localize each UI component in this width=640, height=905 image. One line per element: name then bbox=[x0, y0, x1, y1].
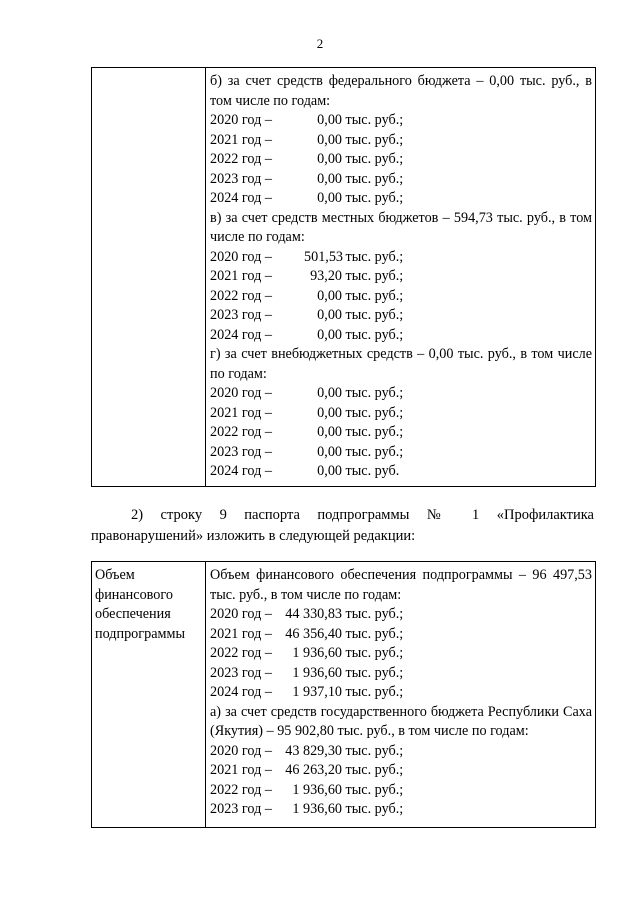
year-row: 2021 год – 46 263,20 тыс. руб.; bbox=[210, 762, 404, 778]
section-heading-federal: б) за счет средств федерального бюджета – 0,00 тыс. руб., в том числе по годам: bbox=[210, 73, 592, 109]
year-row: 2021 год – 0,00 тыс. руб.; bbox=[210, 404, 404, 421]
year-row: 2024 год – 1 937,10 тыс. руб.; bbox=[210, 684, 404, 700]
year-row: 2023 год – 0,00 тыс. руб.; bbox=[210, 443, 404, 460]
year-row: 2020 год – 43 829,30 тыс. руб.; bbox=[210, 742, 404, 759]
year-row: 2022 год – 0,00 тыс. руб.; bbox=[210, 151, 404, 167]
year-row: 2021 год – 0,00 тыс. руб.; bbox=[210, 131, 404, 148]
year-row: 2022 год – 0,00 тыс. руб.; bbox=[210, 287, 404, 304]
year-row: 2021 год – 93,20 тыс. руб.; bbox=[210, 268, 404, 284]
year-row: 2022 год – 1 936,60 тыс. руб.; bbox=[210, 781, 404, 798]
section-heading-local: в) за счет средств местных бюджетов – 594,73 тыс. руб., в том числе по годам: bbox=[210, 209, 592, 245]
year-row: 2020 год – 44 330,83 тыс. руб.; bbox=[210, 606, 404, 622]
table-content-cell bbox=[206, 562, 596, 828]
year-row: 2023 год – 1 936,60 тыс. руб.; bbox=[210, 801, 404, 817]
year-row: 2023 год – 1 936,60 тыс. руб.; bbox=[210, 664, 404, 681]
year-row: 2022 год – 0,00 тыс. руб.; bbox=[210, 424, 404, 440]
subprogram-funding-table bbox=[91, 561, 596, 828]
label-line: обеспечения bbox=[95, 606, 171, 622]
year-row: 2023 год – 0,00 тыс. руб.; bbox=[210, 170, 404, 187]
year-row: 2024 год – 0,00 тыс. руб.; bbox=[210, 190, 404, 206]
table-label-cell bbox=[92, 562, 206, 828]
label-line: подпрограммы bbox=[95, 625, 185, 642]
instruction-paragraph: 2) строку 9 паспорта подпрограммы № 1 «Профилактика правонарушений» изложить в следующей редакции: bbox=[91, 507, 594, 544]
year-row: 2020 год – 501,53 тыс. руб.; bbox=[210, 248, 404, 265]
year-row: 2020 год – 0,00 тыс. руб.; bbox=[210, 385, 404, 401]
year-row: 2024 год – 0,00 тыс. руб.; bbox=[210, 326, 404, 343]
year-row: 2023 год – 0,00 тыс. руб.; bbox=[210, 307, 404, 323]
section-heading-extrabudget: г) за счет внебюджетных средств – 0,00 тыс. руб., в том числе по годам: bbox=[210, 346, 592, 382]
funding-total-text: Объем финансового обеспечения подпрограммы – 96 497,53 тыс. руб., в том числе по годам: bbox=[210, 567, 592, 603]
label-line: финансового bbox=[95, 586, 173, 603]
year-row: 2022 год – 1 936,60 тыс. руб.; bbox=[210, 645, 404, 661]
funding-table-continued bbox=[91, 67, 596, 487]
table-label-cell bbox=[92, 68, 206, 487]
page-number: 2 bbox=[316, 36, 324, 51]
year-row: 2021 год – 46 356,40 тыс. руб.; bbox=[210, 625, 404, 642]
table-content-cell bbox=[206, 68, 596, 487]
section-heading-state: а) за счет средств государственного бюджета Республики Саха (Якутия) – 95 902,80 тыс. руб., в том числе по годам: bbox=[210, 703, 592, 739]
year-row: 2020 год – 0,00 тыс. руб.; bbox=[210, 112, 404, 128]
label-line: Объем bbox=[95, 567, 135, 583]
year-row: 2024 год – 0,00 тыс. руб. bbox=[210, 463, 400, 479]
